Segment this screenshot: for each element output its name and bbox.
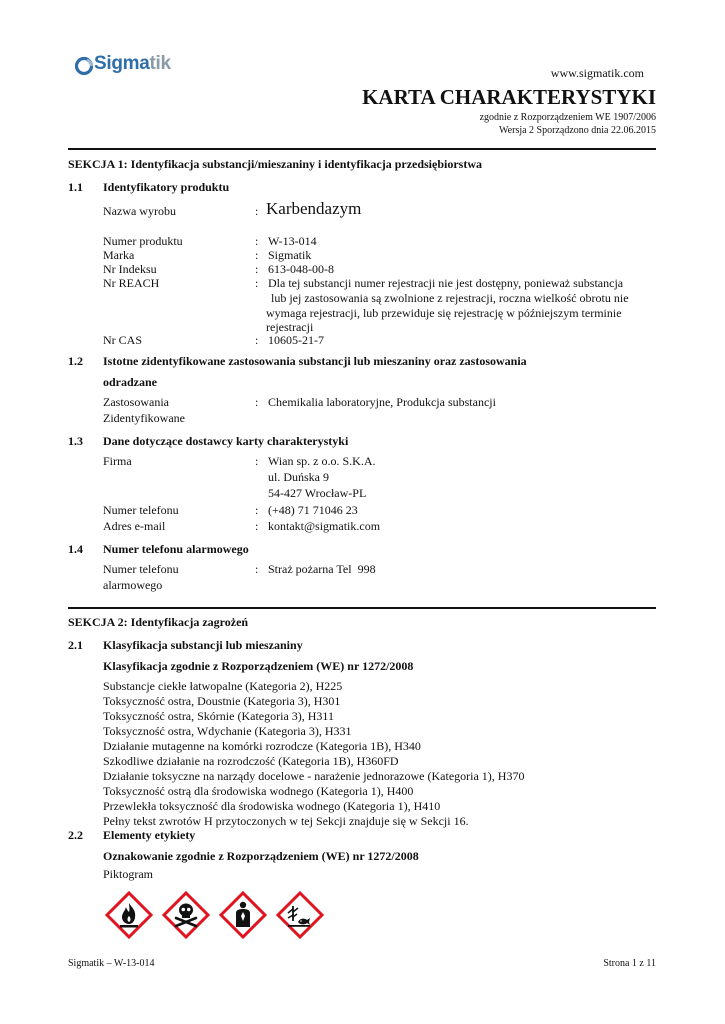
skull-pictogram-icon: [162, 891, 210, 939]
logo-text: Sigma: [94, 53, 150, 74]
s11-number: 1.1: [68, 180, 83, 194]
s21-number: 2.1: [68, 638, 83, 652]
colon: :: [255, 562, 259, 576]
colon: :: [255, 454, 259, 468]
index-label: Nr Indeksu: [103, 262, 157, 276]
cas-label: Nr CAS: [103, 333, 143, 347]
version-note: Wersja 2 Sporządzono dnia 22.06.2015: [499, 125, 656, 136]
product-name-value: Karbendazym: [266, 199, 362, 218]
s13-number: 1.3: [68, 434, 83, 448]
brand-label: Marka: [103, 248, 135, 262]
list-item: Działanie mutagenne na komórki rozrodcze (Kategoria 1B), H340: [103, 739, 421, 753]
health-hazard-pictogram-icon: [219, 891, 267, 939]
s13-title: Dane dotyczące dostawcy karty charakterystyki: [103, 434, 349, 448]
emergency-value: Straż pożarna Tel 998: [268, 562, 376, 576]
list-item: Substancje ciekłe łatwopalne (Kategoria 2), H225: [103, 679, 343, 693]
section-divider: [68, 607, 656, 609]
product-number-label: Numer produktu: [103, 234, 183, 248]
product-number-value: W-13-014: [268, 234, 317, 248]
s12-title-line-1: Istotne zidentyfikowane zastosowania substancji lub mieszaniny oraz zastosowania: [103, 354, 527, 368]
footer-page-number: Strona 1 z 11: [603, 958, 656, 969]
reach-line-2: lub jej zastosowania są zwolnione z rejestracji, roczna wielkość obrotu nie: [271, 291, 629, 305]
s14-title: Numer telefonu alarmowego: [103, 542, 249, 556]
list-item: Toksyczność ostra, Doustnie (Kategoria 3), H301: [103, 694, 341, 708]
footer-document-id: Sigmatik – W-13-014: [68, 958, 155, 969]
s21-title: Klasyfikacja substancji lub mieszaniny: [103, 638, 303, 652]
s22-title: Elementy etykiety: [103, 828, 196, 842]
colon: :: [255, 519, 259, 533]
section1-heading: SEKCJA 1: Identyfikacja substancji/mieszaniny i identyfikacja przedsiębiorstwa: [68, 157, 483, 171]
company-line-3: 54-427 Wrocław-PL: [268, 486, 367, 500]
company-label: Firma: [103, 454, 132, 468]
environment-pictogram-icon: [276, 891, 324, 939]
reach-line-4: rejestracji: [266, 320, 314, 334]
list-item: Toksyczność ostra, Skórnie (Kategoria 3), H311: [103, 709, 334, 723]
brand-value: Sigmatik: [268, 248, 312, 262]
index-value: 613-048-00-8: [268, 262, 334, 276]
flame-pictogram-icon: [105, 891, 153, 939]
company-logo: [74, 54, 174, 78]
emergency-label-line-1: Numer telefonu: [103, 562, 179, 576]
cas-value: 10605-21-7: [268, 333, 324, 347]
uses-label-line-2: Zidentyfikowane: [103, 411, 185, 425]
colon: :: [255, 248, 259, 262]
company-line-2: ul. Duńska 9: [268, 470, 329, 484]
reach-label: Nr REACH: [103, 276, 160, 290]
product-name-label: Nazwa wyrobu: [103, 204, 176, 218]
colon: :: [255, 234, 259, 248]
logo-text-suffix: tik: [149, 53, 171, 74]
list-item: Działanie toksyczne na narządy docelowe - narażenie jednorazowe (Kategoria 1), H370: [103, 769, 525, 783]
company-line-1: Wian sp. z o.o. S.K.A.: [268, 454, 376, 468]
email-link[interactable]: kontakt@sigmatik.com: [268, 519, 381, 533]
colon: :: [255, 262, 259, 276]
s22-subtitle: Oznakowanie zgodnie z Rozporządzeniem (WE) nr 1272/2008: [103, 849, 419, 863]
colon: :: [255, 333, 259, 347]
colon: :: [255, 276, 259, 290]
colon: :: [255, 395, 259, 409]
phone-label: Numer telefonu: [103, 503, 179, 517]
email-label: Adres e-mail: [103, 519, 166, 533]
regulation-note: zgodnie z Rozporządzeniem WE 1907/2006: [479, 112, 656, 123]
header-divider: [68, 148, 656, 150]
website-link[interactable]: www.sigmatik.com: [550, 66, 644, 80]
list-item: Toksyczność ostrą dla środowiska wodnego (Kategoria 1), H400: [103, 784, 414, 798]
s12-number: 1.2: [68, 354, 83, 368]
list-item: Szkodliwe działanie na rozrodczość (Kategoria 1B), H360FD: [103, 754, 399, 768]
list-item: Przewlekła toksyczność dla środowiska wodnego (Kategoria 1), H410: [103, 799, 441, 813]
list-item: Pełny tekst zwrotów H przytoczonych w tej Sekcji znajduje się w Sekcji 16.: [103, 814, 469, 828]
s11-title: Identyfikatory produktu: [103, 180, 230, 194]
colon: :: [255, 503, 259, 517]
list-item: Toksyczność ostra, Wdychanie (Kategoria 3), H331: [103, 724, 352, 738]
s22-number: 2.2: [68, 828, 83, 842]
document-title: KARTA CHARAKTERYSTYKI: [362, 85, 656, 109]
pictogram-label: Piktogram: [103, 867, 153, 881]
reach-line-1: Dla tej substancji numer rejestracji nie jest dostępny, ponieważ substancja: [268, 276, 624, 290]
colon: :: [255, 204, 259, 218]
emergency-label-line-2: alarmowego: [103, 578, 163, 592]
uses-label-line-1: Zastosowania: [103, 395, 169, 409]
reach-line-3: wymaga rejestracji, lub przewiduje się rejestrację w późniejszym terminie: [266, 306, 622, 320]
uses-value: Chemikalia laboratoryjne, Produkcja substancji: [268, 395, 496, 409]
s14-number: 1.4: [68, 542, 83, 556]
logo-mark-icon: [74, 56, 94, 76]
s21-subtitle: Klasyfikacja zgodnie z Rozporządzeniem (WE) nr 1272/2008: [103, 659, 414, 673]
pictogram-row: [105, 891, 325, 939]
s12-title-line-2: odradzane: [103, 375, 157, 389]
phone-value[interactable]: (+48) 71 71046 23: [268, 503, 358, 517]
section2-heading: SEKCJA 2: Identyfikacja zagrożeń: [68, 615, 249, 629]
